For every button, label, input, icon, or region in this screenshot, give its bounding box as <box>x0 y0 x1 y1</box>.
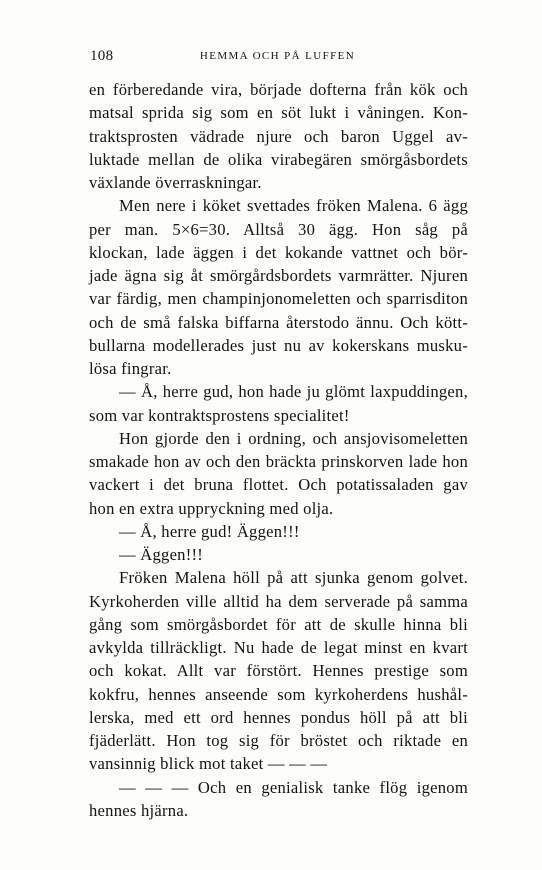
page-number: 108 <box>90 48 114 64</box>
text-line: hennes hjärna. <box>89 800 189 820</box>
text-line: var färdig, men champinjonomeletten och sparrisditon <box>89 289 468 309</box>
text-line: hon en extra uppryckning med olja. <box>89 498 334 518</box>
text-line: klockan, lade äggen i det kokande vattnet och bör- <box>89 242 468 262</box>
paragraph <box>89 543 468 566</box>
body-text <box>89 78 468 822</box>
text-line: Hon gjorde den i ordning, och ansjovisomeletten <box>119 428 468 448</box>
text-line: — Äggen!!! <box>119 545 204 564</box>
text-line: och de små falska biffarna återstodo ännu. Och kött- <box>89 312 468 332</box>
paragraph <box>89 78 468 194</box>
text-line: Fröken Malena höll på att sjunka genom golvet. <box>119 568 468 588</box>
paragraph <box>89 194 468 380</box>
paragraph <box>89 427 468 520</box>
text-line: jade ägna sig åt smörgårdsbordets varmrätter. Njuren <box>89 266 468 285</box>
text-line: — — — Och en genialisk tanke flög igenom <box>119 777 468 797</box>
page-header <box>90 48 465 68</box>
text-line: kokfru, hennes anseende som kyrkoherdens hushål- <box>89 684 468 704</box>
text-line: Men nere i köket svettades fröken Malena. 6 ägg <box>119 196 468 216</box>
text-line: vackert i det bruna flottet. Och potatissaladen gav <box>89 475 468 495</box>
text-line: — Å, herre gud! Äggen!!! <box>119 521 300 541</box>
text-line: avkylda tillräckligt. Nu hade de legat minst en kvart <box>89 638 468 657</box>
text-line: traktsprosten vädrade njure och baron Uggel av- <box>89 126 468 146</box>
text-line: växlande överraskningar. <box>89 173 262 192</box>
text-line: en förberedande vira, började dofterna från kök och <box>89 80 468 99</box>
paragraph <box>89 776 468 823</box>
text-line: fjäderlätt. Hon tog sig för bröstet och riktade en <box>89 731 468 750</box>
paragraph <box>89 566 468 775</box>
text-line: smakade hon av och den bräckta prinskorven lade hon <box>89 452 468 471</box>
paragraph <box>89 520 468 543</box>
text-line: lösa fingrar. <box>89 359 172 378</box>
text-line: bullarna modellerades just nu av kokerskans musku- <box>89 335 468 355</box>
text-line: luktade mellan de olika virabegären smörgåsbordets <box>89 149 468 169</box>
text-line: Kyrkoherden ville alltid ha dem serverade på samma <box>89 591 468 611</box>
text-line: som var kontraktsprostens specialitet! <box>89 405 350 425</box>
text-line: lerska, med ett ord hennes pondus höll på att bli <box>89 707 468 727</box>
text-line: — Å, herre gud, hon hade ju glömt laxpuddingen, <box>119 382 468 402</box>
running-title: HEMMA OCH PÅ LUFFEN <box>199 50 356 62</box>
text-line: gång som smörgåsbordet för att de skulle hinna bli <box>89 614 468 634</box>
text-line: vansinnig blick mot taket — — — <box>89 754 328 774</box>
text-line: per man. 5×6=30. Alltså 30 ägg. Hon såg på <box>89 219 468 239</box>
paragraph <box>89 380 468 427</box>
text-line: matsal sprida sig som en söt lukt i våningen. Kon- <box>89 103 468 123</box>
text-line: och kokat. Allt var förstört. Hennes prestige som <box>89 661 468 681</box>
